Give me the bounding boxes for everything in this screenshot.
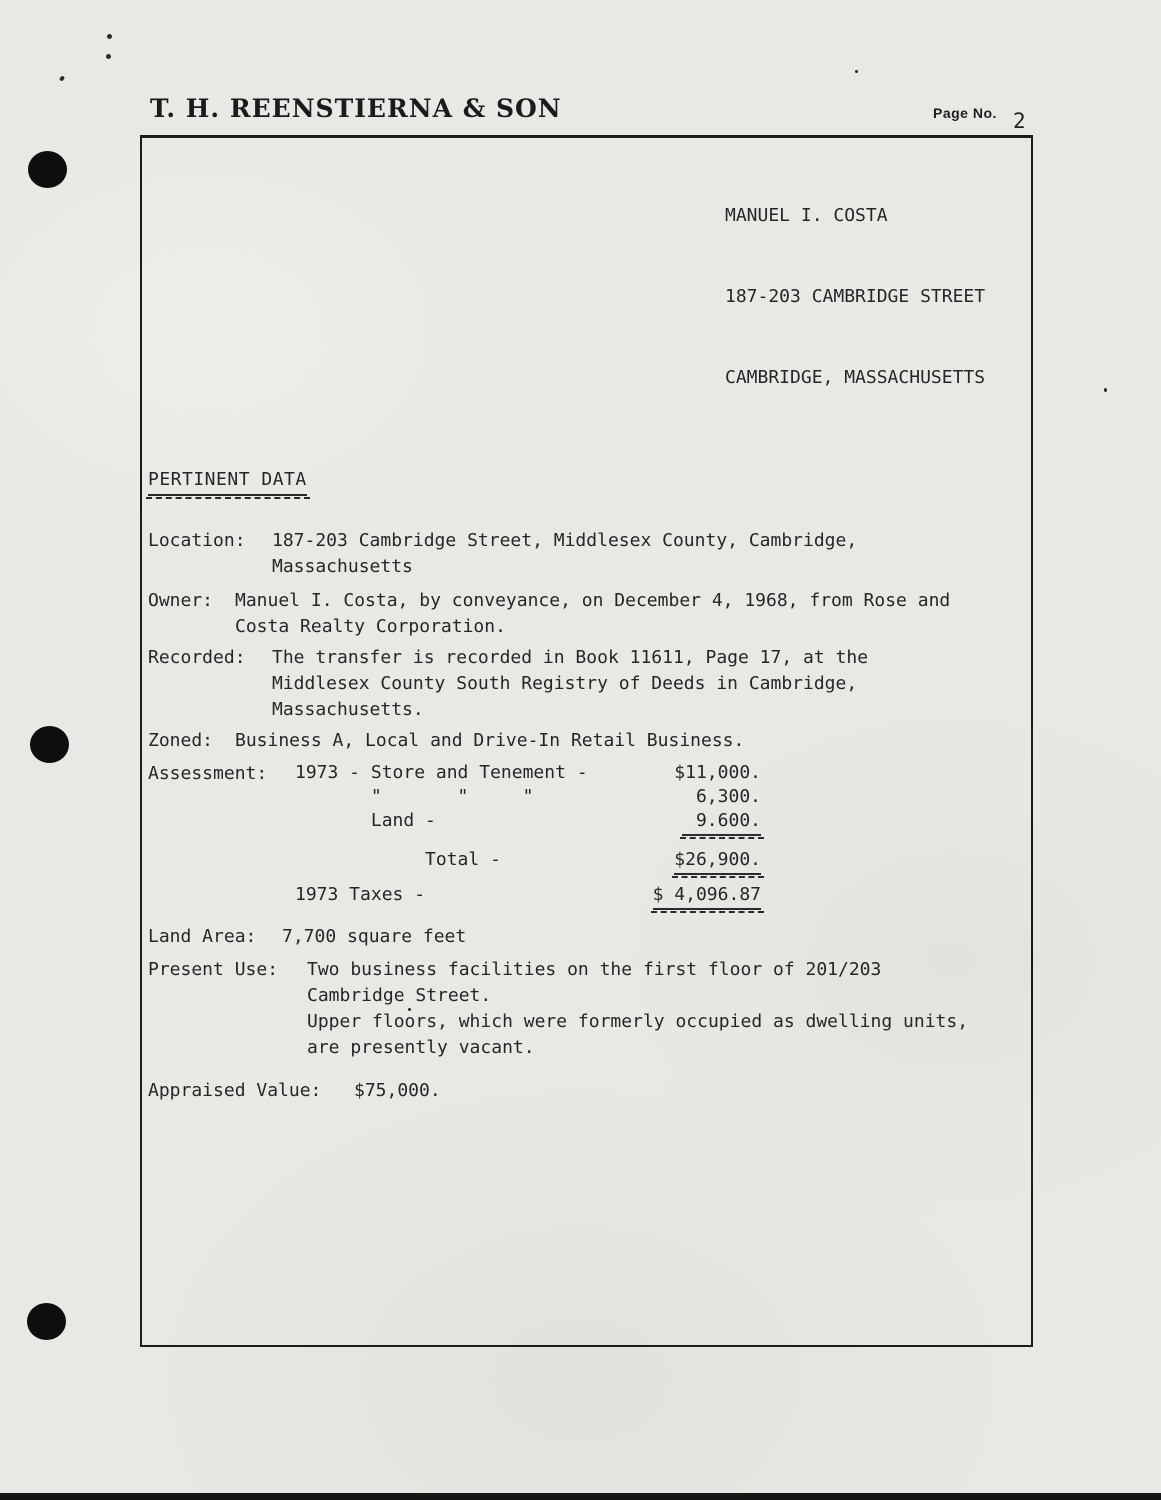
property-address-block — [725, 148, 1031, 445]
entry-appraised-value — [148, 1078, 1031, 1104]
assessment-amount-underlined: $26,900. — [674, 848, 761, 875]
entry-land-area-value — [282, 924, 466, 950]
section-heading: PERTINENT DATA — [148, 467, 307, 496]
entry-assessment — [148, 761, 1031, 910]
scan-edge-bar — [0, 1493, 1161, 1500]
entry-location-line: 187-203 Cambridge Street, Middlesex County, Cambridge, — [272, 530, 858, 551]
entry-owner-value — [235, 588, 950, 640]
assessment-row-total — [295, 848, 761, 875]
entry-land-area — [148, 924, 1031, 950]
page-number-label: Page No. — [933, 105, 997, 121]
assessment-amount: $11,000. — [674, 762, 761, 783]
entry-land-area-label: Land Area: — [148, 926, 257, 947]
assessment-table — [295, 761, 761, 910]
entry-present-use-line: Upper floors, which were formerly occupied as dwelling units, — [307, 1011, 969, 1032]
assessment-item-ditto-marks: " " " — [295, 786, 534, 807]
entry-recorded-line: The transfer is recorded in Book 11611, Page 17, at the — [272, 647, 869, 668]
entry-recorded-line: Massachusetts. — [272, 699, 424, 720]
entry-owner — [148, 588, 1031, 640]
entry-present-use-value — [307, 957, 968, 1061]
entry-recorded — [148, 645, 1031, 723]
document-border-box — [140, 135, 1033, 1347]
assessment-row-ditto — [295, 785, 761, 809]
entry-location-line: Massachusetts — [272, 556, 413, 577]
scan-speck — [107, 34, 112, 39]
address-line-street: 187-203 CAMBRIDGE STREET — [725, 286, 986, 307]
assessment-amount-underlined: 9.600. — [682, 809, 761, 836]
entry-zoned-value — [235, 728, 744, 754]
assessment-item: Land - — [295, 810, 436, 831]
entry-appraised-value-label: Appraised Value: — [148, 1080, 322, 1101]
section-heading-wrap — [148, 467, 1031, 496]
scan-speck — [1104, 388, 1107, 392]
entry-assessment-label: Assessment: — [148, 763, 268, 784]
assessment-row-land — [295, 809, 761, 836]
entry-present-use-line: are presently vacant. — [307, 1037, 535, 1058]
scan-speck — [106, 54, 111, 59]
entry-recorded-label: Recorded: — [148, 647, 246, 668]
scan-speck — [855, 70, 858, 73]
letterhead-company-name: T. H. REENSTIERNA & SON — [150, 94, 562, 123]
entry-appraised-value-value — [354, 1078, 441, 1104]
address-line-name: MANUEL I. COSTA — [725, 205, 888, 226]
assessment-item: 1973 - Store and Tenement - — [295, 762, 588, 783]
entry-owner-line: Costa Realty Corporation. — [235, 616, 506, 637]
entry-present-use-label: Present Use: — [148, 959, 279, 980]
entry-location-value — [272, 528, 857, 580]
assessment-item: Total - — [295, 849, 501, 870]
page-number-value: 2 — [1013, 109, 1026, 133]
entry-recorded-value — [272, 645, 868, 723]
address-line-city: CAMBRIDGE, MASSACHUSETTS — [725, 367, 986, 388]
entry-zoned-label: Zoned: — [148, 730, 214, 751]
assessment-row — [295, 761, 761, 785]
assessment-amount-underlined: $ 4,096.87 — [653, 883, 761, 910]
entry-location-label: Location: — [148, 530, 246, 551]
entry-owner-label: Owner: — [148, 590, 214, 611]
entry-land-area-line: 7,700 square feet — [282, 926, 467, 947]
entry-zoned — [148, 728, 1031, 754]
entry-appraised-value-amount: $75,000. — [354, 1080, 441, 1101]
entry-zoned-line: Business A, Local and Drive-In Retail Business. — [235, 730, 745, 751]
entry-owner-line: Manuel I. Costa, by conveyance, on December 4, 1968, from Rose and — [235, 590, 951, 611]
scan-speck — [59, 75, 65, 81]
hole-punch — [28, 151, 67, 188]
entry-location — [148, 528, 1031, 580]
entry-present-use — [148, 957, 1031, 1061]
hole-punch — [30, 726, 69, 763]
entry-present-use-line: Cambridge Street. — [307, 985, 492, 1006]
assessment-amount: 6,300. — [695, 786, 761, 807]
assessment-row-taxes — [295, 883, 761, 910]
entry-present-use-line: Two business facilities on the first floor of 201/203 — [307, 959, 882, 980]
hole-punch — [27, 1303, 66, 1340]
entry-recorded-line: Middlesex County South Registry of Deeds in Cambridge, — [272, 673, 858, 694]
document-content — [142, 138, 1031, 1104]
assessment-item: 1973 Taxes - — [295, 884, 426, 905]
